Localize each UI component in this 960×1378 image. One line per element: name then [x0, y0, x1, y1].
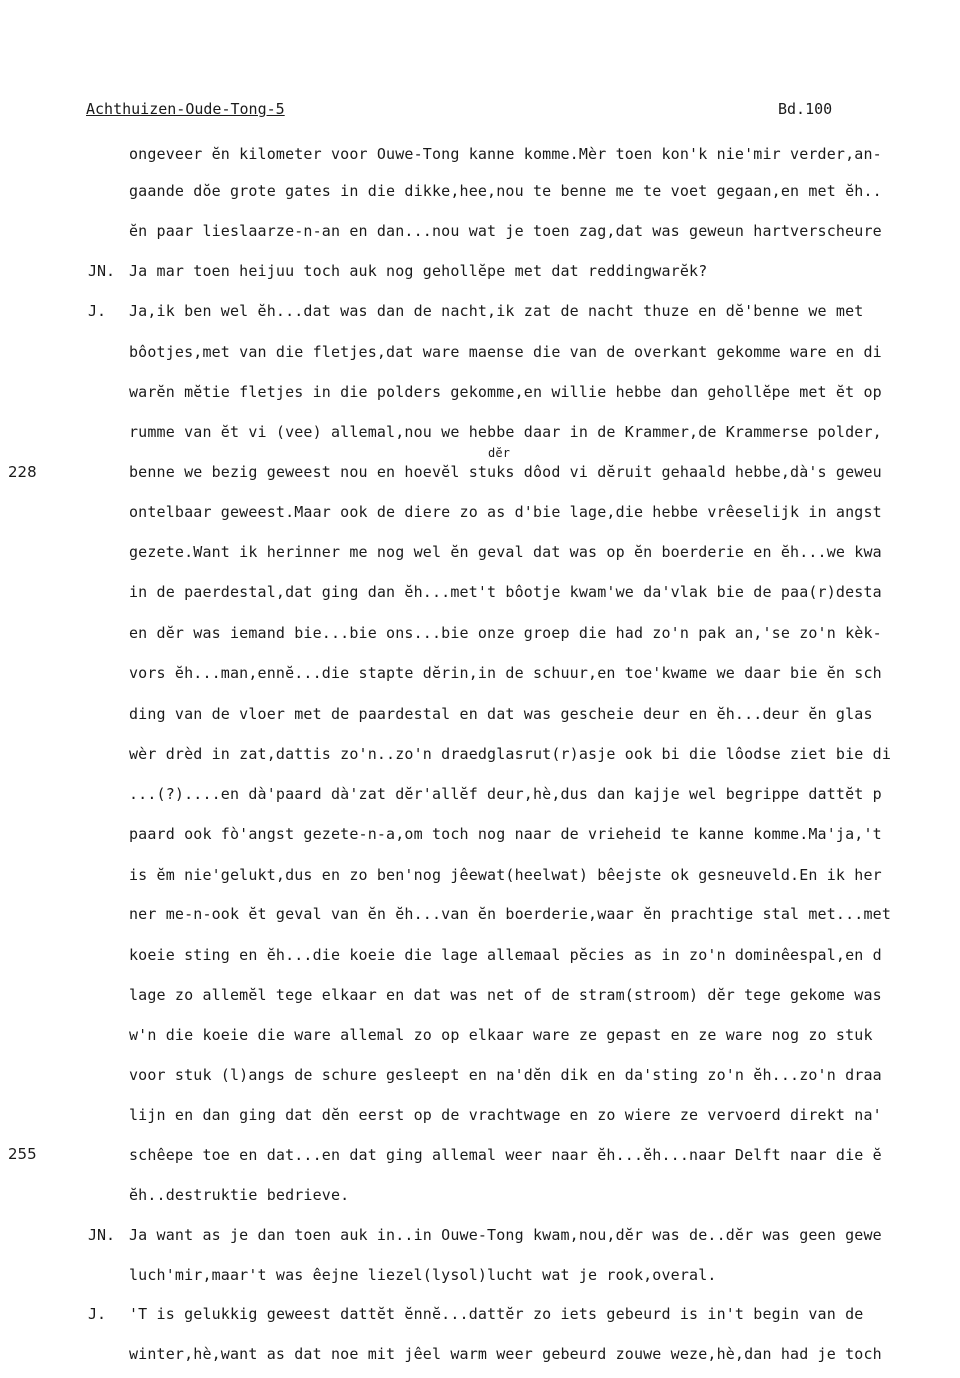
transcript-line: schêepe toe en dat...en dat ging allemal weer naar ĕh...ĕh...naar Delft naar die ĕ [129, 1146, 882, 1164]
margin-line-number: 255 [8, 1145, 37, 1163]
transcript-line: Ja want as je dan toen auk in..in Ouwe-Tong kwam,nou,dĕr was de..dĕr was geen gewe [129, 1226, 882, 1244]
transcript-line: ding van de vloer met de paardestal en dat was gescheie deur en ĕh...deur ĕn glas [129, 705, 873, 723]
transcript-line: ...(?)....en dà'paard dà'zat dĕr'allĕf deur,hè,dus dan kajje wel begrippe dattĕt p [129, 785, 882, 803]
transcript-line: lage zo allemĕl tege elkaar en dat was net of de stram(stroom) dĕr tege gekome was [129, 986, 882, 1004]
transcript-line: voor stuk (l)angs de schure gesleept en na'dĕn dik en da'sting zo'n ĕh...zo'n draa [129, 1066, 882, 1084]
transcript-line: ĕn paar lieslaarze-n-an en dan...nou wat je toen zag,dat was geweun hartverscheure [129, 222, 882, 240]
transcript-line: benne we bezig geweest nou en hoevĕl stuks dôod vi dĕruit gehaald hebbe,dà's geweu [129, 463, 882, 481]
page-reference: Bd.100 [778, 100, 833, 118]
transcript-line: lijn en dan ging dat dĕn eerst op de vrachtwage en zo wiere ze vervoerd direkt na' [129, 1106, 882, 1124]
transcript-line: paard ook fò'angst gezete-n-a,om toch nog naar de vrieheid te kanne komme.Ma'ja,'t [129, 825, 882, 843]
transcript-line: Ja,ik ben wel ĕh...dat was dan de nacht,ik zat de nacht thuze en dĕ'benne we met [129, 302, 864, 320]
transcript-line: vors ĕh...man,ennĕ...die stapte dĕrin,in de schuur,en toe'kwame we daar bie ĕn sch [129, 664, 882, 682]
speaker-label: J. [88, 1305, 107, 1323]
transcript-line: gaande dŏe grote gates in die dikke,hee,nou te benne me te voet gegaan,en met ĕh.. [129, 182, 882, 200]
transcript-line: in de paerdestal,dat ging dan ĕh...met't bôotje kwam'we da'vlak bie de paa(r)desta [129, 583, 882, 601]
transcript-line: ner me-n-ook ĕt geval van ĕn ĕh...van ĕn boerderie,waar ĕn prachtige stal met...met [129, 905, 892, 923]
transcript-line: w'n die koeie die ware allemal zo op elkaar ware ze gepast en ze ware nog zo stuk [129, 1026, 873, 1044]
speaker-label: JN. [88, 262, 116, 280]
margin-line-number: 228 [8, 463, 37, 481]
transcript-line: ontelbaar geweest.Maar ook de diere zo as d'bie lage,die hebbe vrêeselijk in angst [129, 503, 882, 521]
speaker-label: JN. [88, 1226, 116, 1244]
document-title: Achthuizen-Oude-Tong-5 [86, 100, 285, 118]
transcript-line: ongeveer ĕn kilometer voor Ouwe-Tong kanne komme.Mèr toen kon'k nie'mir verder,an- [129, 145, 882, 163]
transcript-line: warĕn mĕtie fletjes in die polders gekomme,en willie hebbe dan gehollĕpe met ĕt op [129, 383, 882, 401]
transcript-line: luch'mir,maar't was êejne liezel(lysol)lucht wat je rook,overal. [129, 1266, 717, 1284]
transcript-line: gezete.Want ik herinner me nog wel ĕn geval dat was op ĕn boerderie en ĕh...we kwa [129, 543, 882, 561]
transcript-line: winter,hè,want as dat noe mit jêel warm weer gebeurd zouwe weze,hè,dan had je toch [129, 1345, 882, 1363]
transcript-line: wèr drèd in zat,dattis zo'n..zo'n draedglasrut(r)asje ook bi die lôodse ziet bie di [129, 745, 892, 763]
interlinear-correction: dĕr [488, 446, 511, 460]
transcript-line: en dĕr was iemand bie...bie ons...bie onze groep die had zo'n pak an,'se zo'n kèk- [129, 624, 882, 642]
transcript-line: 'T is gelukkig geweest dattĕt ĕnnĕ...dattĕr zo iets gebeurd is in't begin van de [129, 1305, 864, 1323]
transcript-line: is ĕm nie'gelukt,dus en zo ben'nog jêewat(heelwat) bêejste ok gesneuveld.En ik her [129, 866, 882, 884]
transcript-line: ĕh..destruktie bedrieve. [129, 1186, 350, 1204]
transcript-line: koeie sting en ĕh...die koeie die lage allemaal pĕcies as in zo'n dominêespal,en d [129, 946, 882, 964]
speaker-label: J. [88, 302, 107, 320]
transcript-line: rumme van ĕt vi (vee) allemal,nou we hebbe daar in de Krammer,de Krammerse polder, [129, 423, 882, 441]
transcript-line: bôotjes,met van die fletjes,dat ware maense die van de overkant gekomme ware en di [129, 343, 882, 361]
transcript-line: Ja mar toen heijuu toch auk nog gehollĕpe met dat reddingwarĕk? [129, 262, 708, 280]
